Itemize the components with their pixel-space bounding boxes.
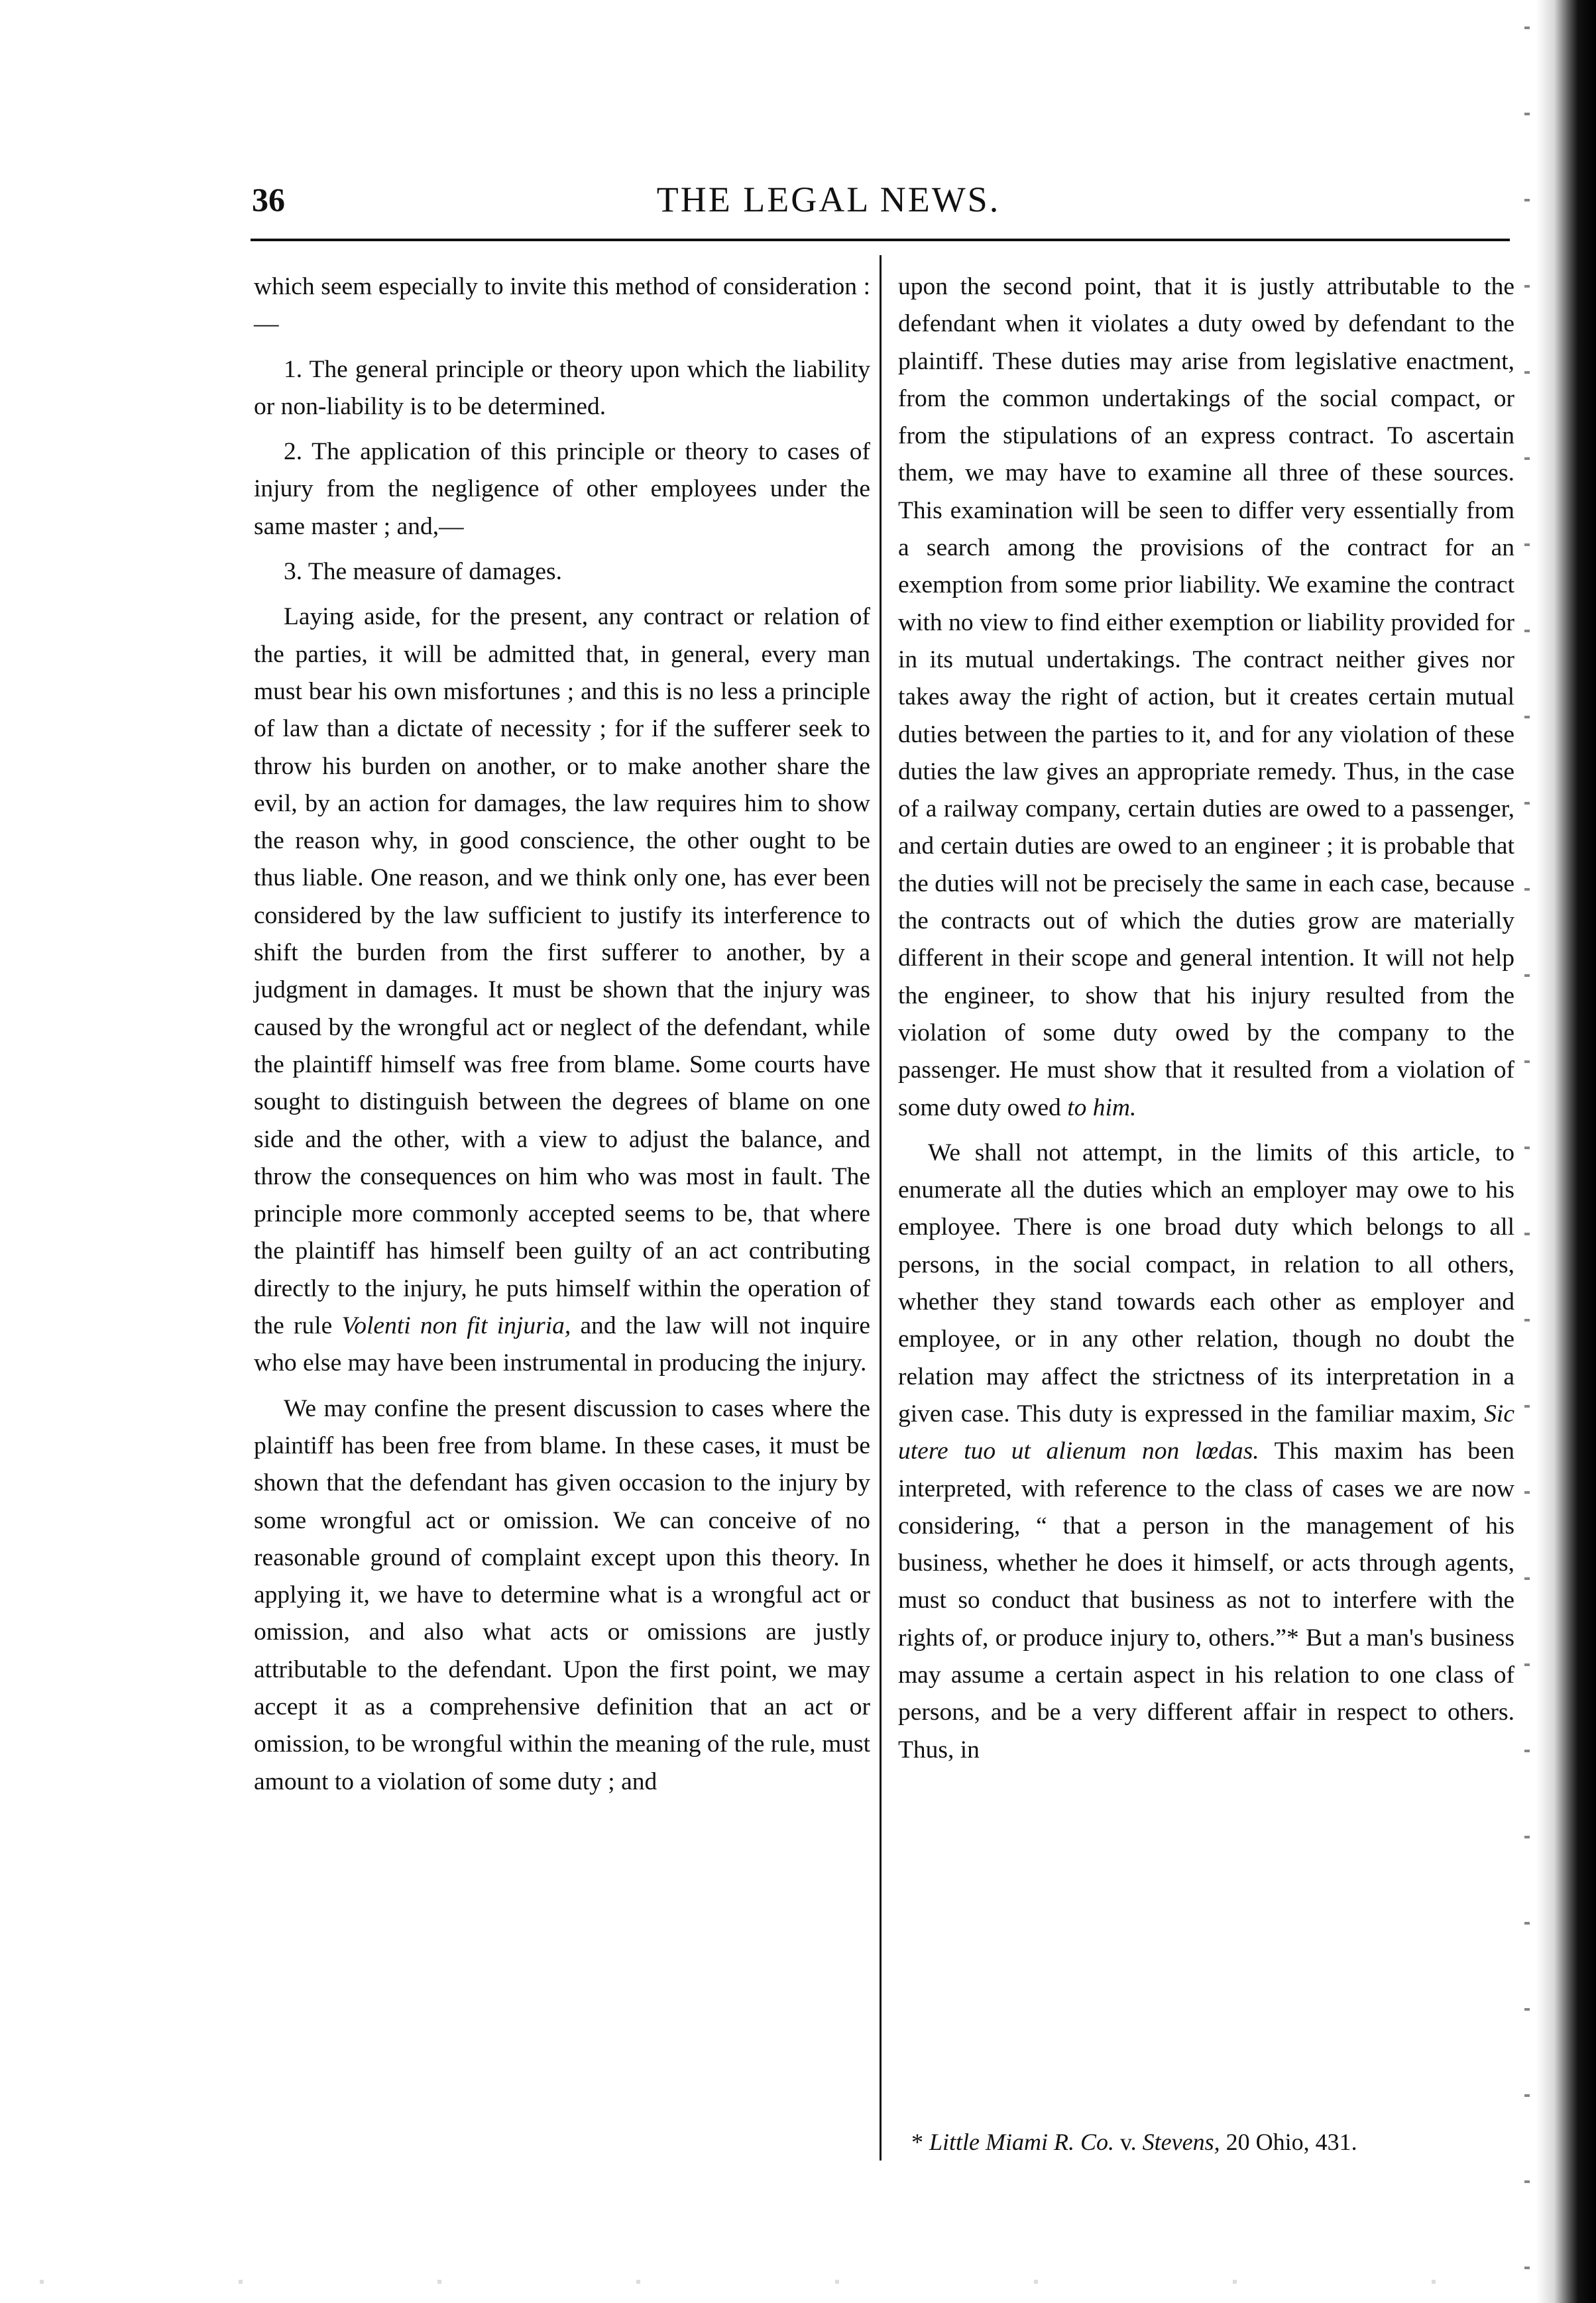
citation: 20 Ohio, 431.: [1220, 2129, 1357, 2155]
paragraph: which seem especially to invite this method of consideration :—: [254, 273, 870, 338]
column-divider: [880, 255, 882, 2161]
footnote: [911, 2125, 1508, 2159]
paragraph: [898, 268, 1514, 1127]
paragraph-text: Laying aside, for the present, any contract or relation of the parties, it will be admitted that, in general, every man must bear his own misfortunes ; and this is no less a principle of law than a dictate of necessity ; for if the sufferer seek to throw his burden on another, or to make another share the evil, by an action for damages, the law requires him to show the reason why, in good conscience, the other ought to be thus liable. One reason, and we think only one, has ever been considered by the law sufficient to justify its interference to shift the burden from the first sufferer to another, by a judgment in damages. It must be shown that the injury was caused by the wrongful act or neglect of the defendant, while the plaintiff himself was free from blame. Some courts have sought to distinguish between the degrees of blame on one side and the other, with a view to adjust the balance, and throw the consequences on him who was most in fault. The principle more commonly accepted seems to be, that where the plaintiff has himself been guilty of an act contributing directly to the injury, he puts himself within the operation of the rule: [254, 603, 870, 1340]
page-number: 36: [252, 181, 285, 218]
list-item: 2. The application of this principle or theory to cases of injury from the negligence of other employees under the same master ; and,—: [254, 438, 870, 540]
paragraph-text: and the law will not inquire who else may have been instrumental in producing the injury.: [254, 1312, 871, 1377]
running-title: THE LEGAL NEWS.: [656, 180, 1001, 219]
list-item: 3. The measure of damages.: [284, 558, 562, 586]
paragraph: [898, 1135, 1514, 1769]
paragraph: [254, 598, 870, 1382]
list-item: 1. The general principle or theory upon which the liability or non-liability is to be determined.: [254, 355, 870, 420]
case-party: Stevens,: [1142, 2129, 1220, 2155]
scan-binding-edge: [1536, 0, 1596, 2303]
footnote-marker: *: [911, 2129, 929, 2155]
latin-maxim: Volenti non fit injuria,: [341, 1312, 571, 1340]
paragraph-text: This maxim has been interpreted, with reference to the class of cases we are now considering, “ that a person in the management of his business, whether he does it himself, or acts through agents, must so conduct that business as not to interfere with the rights of, or produce injury to, others.”* But a man's business may assume a certain aspect in his relation to one class of persons, and be a very different affair in respect to others. Thus, in: [898, 1437, 1514, 1764]
case-name: Little Miami R. Co.: [929, 2129, 1114, 2155]
left-column: [254, 268, 870, 1809]
paragraph-text: upon the second point, that it is justly attributable to the defendant when it violates a duty owed by defendant to the plaintiff. These duties may arise from legislative enactment, from the common undertakings of the social compact, or from the stipulations of an express contract. To ascertain them, we may have to examine all three of these sources. This examination will be seen to differ very essentially from a search among the provisions of the contract for an exemption from some prior liability. We examine the contract with no view to find either exemption or liability provided for in its mutual undertakings. The contract neither gives nor takes away the right of action, but it creates certain mutual duties between the parties to it, and for any violation of these duties the law gives an appropriate remedy. Thus, in the case of a railway company, certain duties are owed to a passenger, and certain duties are owed to an engineer ; it is probable that the duties will not be precisely the same in each case, because the contracts out of which the duties grow are materially different in their scope and general intention. It will not help the engineer, to show that his injury resulted from the violation of some duty owed by the company to the passenger. He must show that it resulted from a violation of some duty owed: [898, 273, 1514, 1121]
footnote-text: v.: [1114, 2129, 1143, 2155]
header-rule: [251, 239, 1510, 241]
scan-artifact: [1524, 0, 1530, 2303]
paragraph: We may confine the present discussion to cases where the plaintiff has been free from blame. In these cases, it must be shown that the defendant has given occasion to the injury by some wrongful act or omission. We can conceive of no reasonable ground of complaint except upon this theory. In applying it, we have to determine what is a wrongful act or omission, and also what acts or omissions are justly attributable to the defendant. Upon the first point, we may accept it as a comprehensive definition that an act or omission, to be wrongful within the meaning of the rule, must amount to a violation of some duty ; and: [254, 1394, 870, 1795]
scan-artifact: [0, 2280, 1524, 2284]
latin-maxim: Sic utere tuo ut alienum non lœdas.: [898, 1400, 1514, 1465]
right-column: [898, 268, 1514, 1777]
paragraph-text: We shall not attempt, in the limits of this article, to enumerate all the duties which an employer may owe to his employee. There is one broad duty which belongs to all persons, in the social compact, in relation to all others, whether they stand towards each other as employer and employee, or in any other relation, though no doubt the relation may affect the strictness of its interpretation in a given case. This duty is expressed in the familiar maxim,: [898, 1139, 1514, 1428]
emphasis: to him.: [1067, 1094, 1137, 1121]
